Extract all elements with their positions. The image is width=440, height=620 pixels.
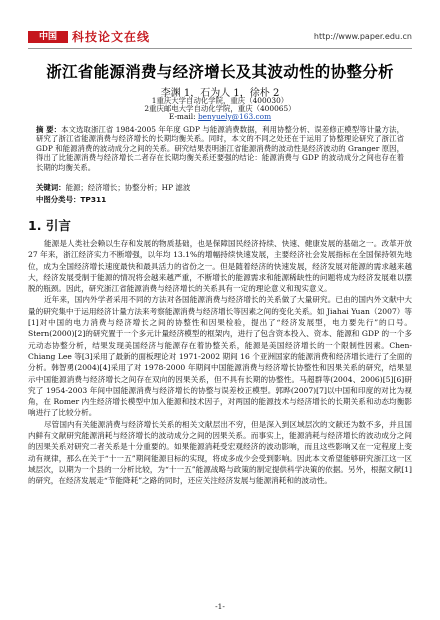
email-line [28, 112, 412, 121]
paper-title: 浙江省能源消费与经济增长及其波动性的协整分析 [46, 63, 394, 81]
paragraph-1: 能源是人类社会赖以生存和发展的物质基础，也是保障国民经济持续、快速、健康发展的基础之一。改革开放 27 年来，浙江经济实力不断增强，以年均 13.1%的增幅持续快速发展，主要经济社会发展指标在全国保持领先地位，成为全国经济增长速度最快和最具活力的省份之一。但是随着经济的快速发展，经济发展对能源的需求越来越大，经济发展受制于能源的情况将会越来越严重，不断增长的能源需求和能源稀缺性的问题将成为经济发展难以摆脱的瓶颈。因此，研究浙江省能源消费与经济增长的关系具有一定的理论意义和现实意义。 [28, 239, 412, 294]
affiliation-1: 1重庆大学自动化学院，重庆（400030） [151, 96, 289, 105]
author-list: 李渊 1，石为人 1，徐朴 2 [160, 88, 280, 99]
email-link[interactable]: benyuely@163.com [197, 112, 272, 121]
abstract [36, 125, 404, 172]
abstract-label: 摘 要： [36, 125, 62, 134]
clc-code: TP311 [80, 195, 107, 204]
keywords [36, 182, 404, 193]
keywords-label: 关键词： [36, 183, 66, 192]
section-number: 1. [28, 218, 42, 233]
site-logo[interactable] [28, 30, 150, 44]
email-label: E-mail: [168, 112, 196, 121]
paragraph-3: 尽管国内有关能源消费与经济增长关系的相关文献层出不穷，但是深入到区域层次的文献还为数不多，并且国内鲜有文献研究能源消耗与经济增长的波动成分之间的因果关系。而事实上，能源消耗与经济增长的波动成分之间的因果关系对研究二者关系是十分重要的。如果能源消耗受宏观经济的波动影响，而且这些影响又在一定程度上变动有规律，那么在关于“十一五”期间能源目标的实现，将成多成少会受到影响。因此本文希望能够研究浙江这一区域层次，以期为一个县的一分析比较，为“十一五”能源战略与政策的制定提供科学决策的依据。另外，根据文献[1]的研究，在经济发展走“节能降耗”之路的同时，还应关注经济发展与能源消耗和的波动性。 [28, 419, 412, 486]
clc-label: 中图分类号： [36, 195, 81, 204]
classification [36, 194, 404, 205]
affiliation-2: 2重庆邮电大学自动化学院，重庆（400065） [144, 104, 296, 113]
logo-text: 科技论文在线 [72, 30, 151, 44]
logo-mark: 中国 [28, 31, 68, 43]
section-title: 引言 [45, 218, 71, 233]
page-number: -1- [215, 602, 225, 611]
paragraph-2: 近年来，国内外学者采用不同的方法对各国能源消费与经济增长的关系做了大量研究。已由的国内外文献中大量的研究集中于运用经济计量方法来考察能源消费与经济增长等因素之间的变化关系。如 Jiahai Yuan（2007）等[1]对中国的电力消费与经济增长之间的协整性和因果检验，提出了“经济发展型，电力要先行”的口号。Stern(2000)[2]的研究置于一个多元计量经济模型的框架内，进行了包含资本投入、资本、能源和 GDP 的一个多元动态协整分析，结果发现美国经济与能源存在着协整关系，能源是美国经济增长的一个限制性因素。Chen-Chiang Lee 等[3]采用了最新的面板理论对 1971-2002 期间 16 个亚洲国家的能源消费和经济增长进行了全面的分析。韩智勇(2004)[4]采用了对 1978-2000 年期间中国能源消费与经济增长协整性和因果关系的研究，结果显示中国能源消费与经济增长之间存在双向的因果关系，但不具有长期的协整性。马超群等(2004、2006)[5][6]研究了 1954-2003 年间中国能源消费与经济增长的协整与误差校正模型。郭晔(2007)[7]以中国和印度的对比为视角，在 Romer 内生经济增长模型中加入能源和技术因子，对两国的能源技术与经济增长的长期关系和动态均衡影响进行了比较分析。 [28, 295, 412, 418]
keywords-text: 能源；经济增长；协整分析；HP 滤波 [65, 183, 191, 192]
page-header [28, 30, 412, 44]
abstract-text: 本文选取浙江省 1984-2005 年年度 GDP 与能源消费数据，利用协整分析、误差修正模型等计量方法，研究了浙江省能源消费与经济增长的长期均衡关系。同时，本文的不同之处还在于运用了协整理论研究了浙江省 GDP 和能源消费的波动成分之间的关系。研究结果表明浙江省能源消费的波动性是经济波动的 Granger 原因，得出了比能源消费与经济增长二者存在长期均衡关系还要强的结论：能源消费与 GDP 的波动成分之间也存在着长期的均衡关系。 [36, 125, 404, 172]
header-divider [28, 48, 412, 49]
site-url-link[interactable]: http://www.paper.edu.cn [313, 32, 412, 41]
section-heading [28, 216, 71, 234]
body-text [28, 238, 412, 487]
